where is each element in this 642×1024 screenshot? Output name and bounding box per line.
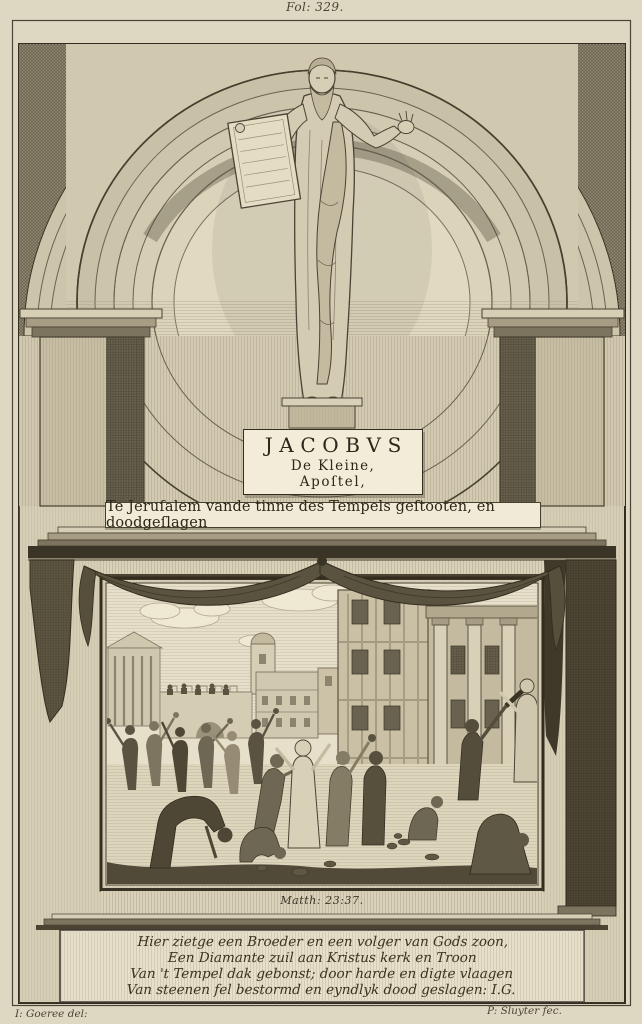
cartouche-title: JACOBVS	[264, 433, 408, 457]
verse-line: Hier zietge een Broeder en een volger van Gods zoon,	[137, 934, 509, 950]
credit-delineator: I: Goeree del:	[15, 1008, 88, 1020]
verse-panel	[59, 930, 586, 1002]
left-pier	[20, 309, 162, 506]
verse-line: Een Diamante zuil aan Kristus kerk en Troon	[167, 950, 477, 966]
banner-text: Te Jeruſalem vande tinne des Tempels geſtooten, en doodgeſlagen	[106, 499, 495, 531]
cartouche-subtitle-1: De Kleine,	[290, 458, 376, 474]
scene-caption: Matth: 23:37.	[280, 894, 364, 907]
cartouche-subtitle-2: Apoſtel,	[299, 474, 367, 490]
verse-line: Van steenen fel bestormd en eyndlyk dood geslagen: I.G.	[126, 982, 516, 998]
verse-line: Van 't Tempel dak gebonst; door harde en digte vlaagen	[130, 966, 514, 982]
folio-label: Fol: 329.	[286, 0, 344, 14]
banner-inscription	[105, 499, 541, 531]
stoning-scene-artwork	[105, 584, 548, 884]
credit-engraver: P: Sluyter fec.	[487, 1005, 562, 1017]
right-pier	[482, 309, 624, 506]
title-cartouche	[243, 429, 423, 495]
